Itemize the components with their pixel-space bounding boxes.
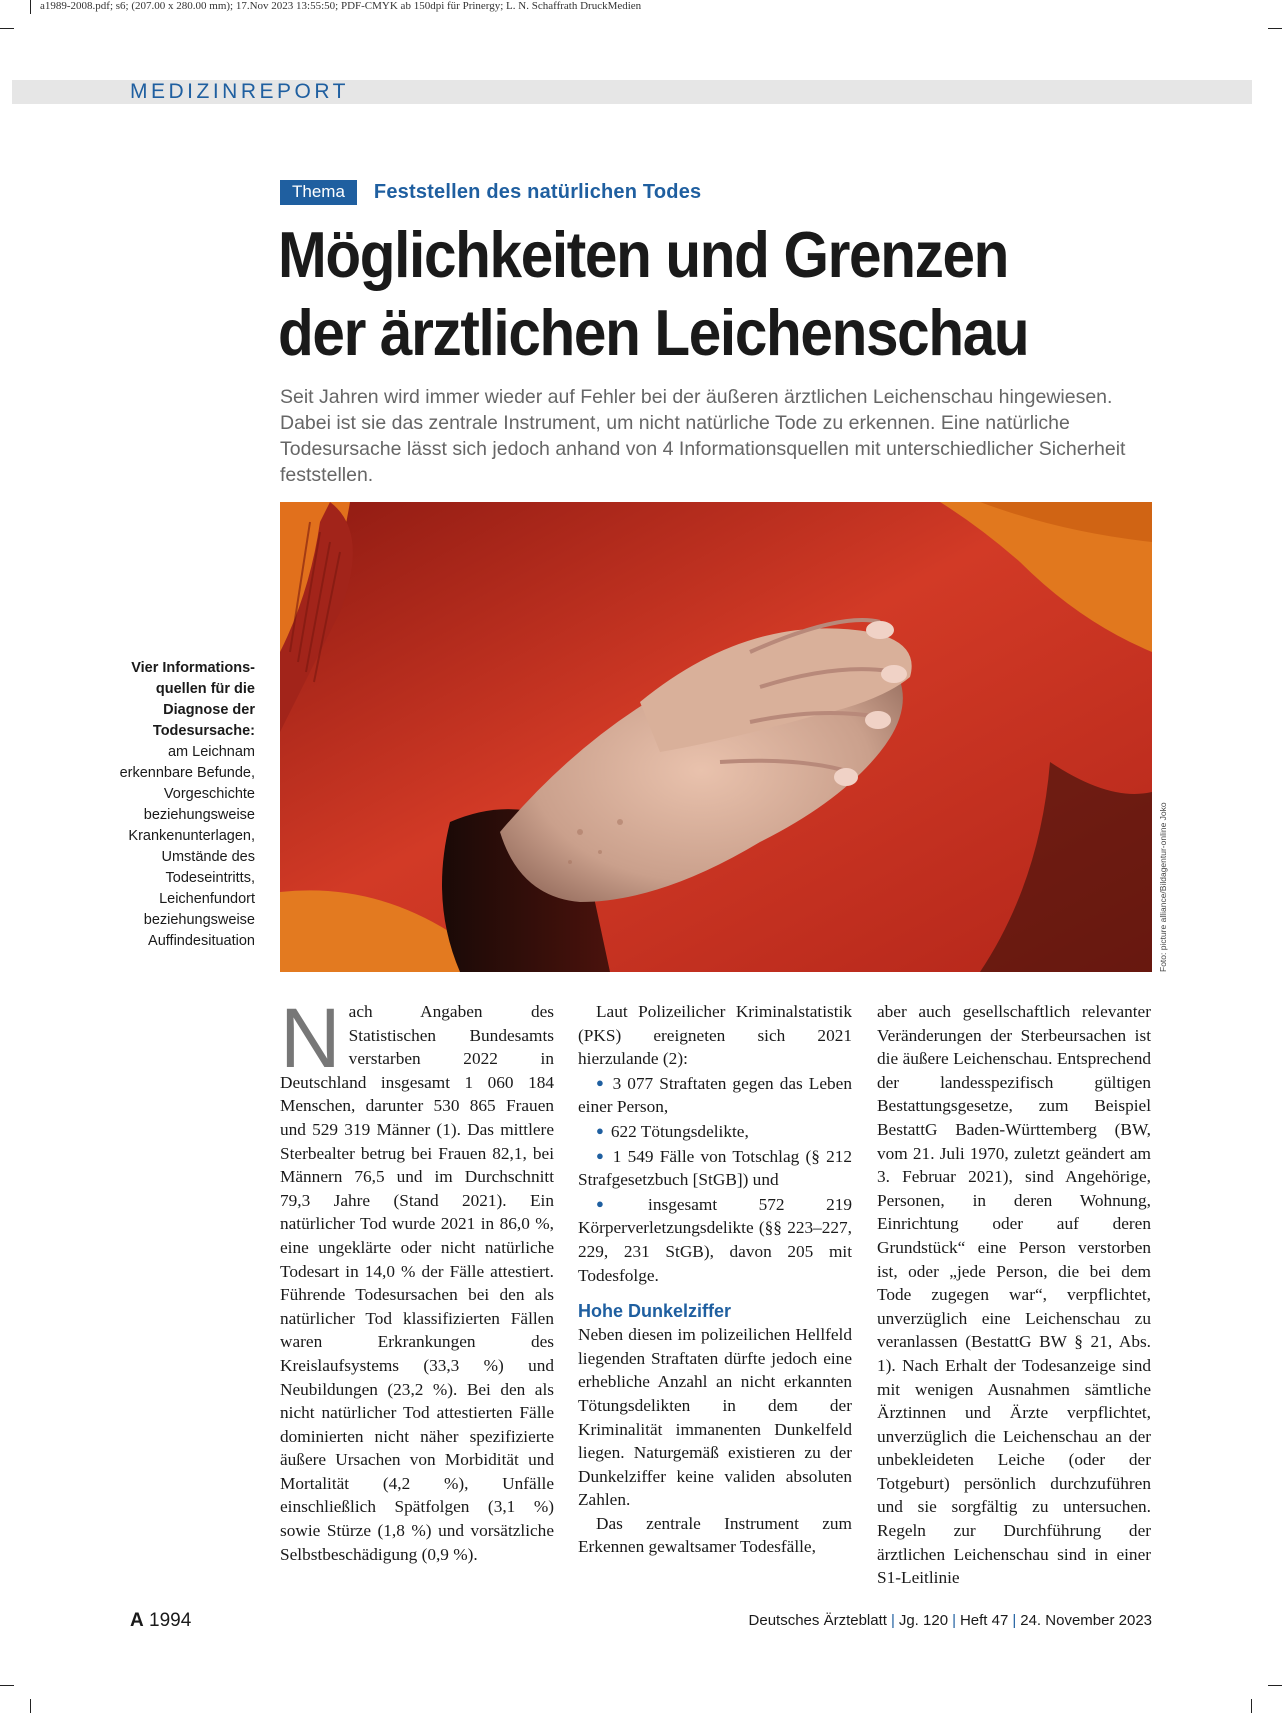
crop-mark [30, 0, 31, 14]
headline-line-1: Möglichkeiten und Grenzen [278, 218, 1009, 291]
article-column-1 [280, 991, 554, 1566]
column-1-text: ach Angaben des Statistischen Bundesamts verstarben 2022 in Deutschland insgesamt 1 060 184 Menschen, darunter 530 865 Frauen und 529 319 Männer (1). Das mittlere Sterbealter betrug bei Frauen 82,1, bei Männern 76,5 und im Durchschnitt 79,3 Jahre (Stand 2021). Ein natürlicher Tod wurde 2021 in 86,0 %, eine ungeklärte oder nicht natürliche Todesart in 14,0 % der Fälle attestiert. Führende Todesursachen bei den als natürlicher Tod klassifizierten Fällen waren Erkrankungen des Kreislaufsystems (33,3 %) und Neubildungen (23,2 %). Bei den als nicht natürlicher Tod attestierten Fälle dominierten nicht näher spezifizierte äußere Ursachen von Morbidität und Mortalität (4,2 %), Unfälle einschließlich Spätfolgen (3,1 %) sowie Stürze (1,8 %) und vorsätzliche Selbstbeschädigung (0,9 %). [280, 1002, 554, 1564]
print-slug: a1989-2008.pdf; s6; (207.00 x 280.00 mm); 17.Nov 2023 13:55:50; PDF-CMYK ab 150dpi für Prinergy; L. N. Schaffrath DruckMedien [40, 0, 642, 12]
drop-cap: N [280, 991, 341, 1085]
footer-separator: | [1012, 1612, 1017, 1629]
footer-separator: | [890, 1612, 895, 1629]
footer-separator: | [952, 1612, 956, 1629]
bullet-item: ● insgesamt 572 219 Körperverletzungsdelikte (§§ 223–227, 229, 231 StGB), davon 205 mit Todesfolge. [578, 1192, 852, 1287]
bullet-item: ● 1 549 Fälle von Totschlag (§ 212 Strafgesetzbuch [StGB]) und [578, 1144, 852, 1192]
page-number-value: 1994 [149, 1610, 192, 1631]
crop-mark [30, 1699, 31, 1713]
headline-line-2: der ärztlichen Leichenschau [278, 296, 1029, 369]
crop-mark [1251, 1699, 1252, 1713]
lead-paragraph: Seit Jahren wird immer wieder auf Fehler bei der äußeren ärztlichen Leichenschau hingewiesen. Dabei ist sie das zentrale Instrument, um nicht natürliche Tode zu erkennen. Eine natürliche Todesursache lässt sich jedoch anhand von 4 Informationsquellen mit unterschiedlicher Sicherheit feststellen. [280, 386, 1126, 486]
column-2-paragraph: Neben diesen im polizeilichen Hellfeld liegenden Straftaten dürfte jedoch eine erhebliche Anzahl an nicht erkannten Tötungsdelikten in dem der Kriminalität immanenten Dunkelfeld liegen. Naturgemäß existieren zu der Dunkelziffer keine validen absoluten Zahlen. [578, 1325, 852, 1510]
column-2-paragraph: Das zentrale Instrument zum Erkennen gewaltsamer Todesfälle, [578, 1513, 852, 1557]
crop-mark [1268, 1685, 1282, 1686]
article-photo [280, 502, 1152, 972]
page-prefix: A [130, 1610, 144, 1631]
article-column-3 [877, 1000, 1151, 1590]
crop-mark [0, 1685, 14, 1686]
kicker [280, 180, 701, 205]
journal-volume: Jg. 120 [898, 1612, 949, 1629]
article-column-2 [578, 1000, 852, 1559]
caption-title: Vier Informations-quellen für die Diagnose der Todesursache: [131, 660, 255, 739]
crop-mark [1268, 28, 1282, 29]
caption-text: am Leichnam erkennbare Befunde, Vorgeschichte beziehungsweise Krankenunterlagen, Umstände des Todeseintritts, Leichenfundort beziehungsweise Auffindesituation [119, 744, 255, 949]
journal-date: 24. November 2023 [1020, 1612, 1152, 1629]
bullet-item: ● 622 Tötungsdelikte, [578, 1119, 852, 1144]
journal-issue: Heft 47 [959, 1612, 1009, 1629]
crop-mark [0, 28, 14, 29]
photo-credit: Foto: picture alliance/Bildagentur-online Joko [1158, 802, 1168, 972]
headline [278, 216, 1088, 372]
journal-footer [749, 1612, 1152, 1629]
topic-badge: Thema [280, 180, 357, 205]
journal-name: Deutsches Ärzteblatt [748, 1612, 887, 1629]
photo-caption [100, 658, 255, 952]
page-number [130, 1610, 191, 1632]
bullet-item: ● 3 077 Straftaten gegen das Leben einer Person, [578, 1071, 852, 1119]
column-2-intro: Laut Polizeilicher Kriminalstatistik (PKS) ereigneten sich 2021 hierzulande (2): [578, 1002, 852, 1069]
section-label: MEDIZINREPORT [130, 80, 349, 103]
kicker-text: Feststellen des natürlichen Todes [373, 181, 702, 203]
folded-hands-photo [280, 502, 1152, 972]
column-3-text: aber auch gesellschaftlich relevanter Veränderungen der Sterbeursachen ist die äußere Leichenschau. Entsprechend der landesspezifisch gültigen Bestattungsgesetze, zum Beispiel BestattG Baden-Württemberg (BW, vom 21. Juli 1970, zuletzt geändert am 3. Februar 2021), sind Angehörige, Personen, in deren Wohnung, Einrichtung oder auf deren Grundstück“ eine Person verstorben ist, oder „jede Person, die bei dem Tode zugegen war“, verpflichtet, unverzüglich eine Leichenschau zu veranlassen (BestattG BW § 21, Abs. 1). Nach Erhalt der Todesanzeige sind mit wenigen Ausnahmen sämtliche Ärztinnen und Ärzte verpflichtet, unverzüglich die Leichenschau an der unbekleideten Leiche (oder der Totgeburt) persönlich durchzuführen und sie sorgfältig zu untersuchen. Regeln zur Durchführung der ärztlichen Leichenschau sind in einer S1-Leitlinie [877, 1002, 1151, 1588]
subheading: Hohe Dunkelziffer [578, 1301, 732, 1322]
